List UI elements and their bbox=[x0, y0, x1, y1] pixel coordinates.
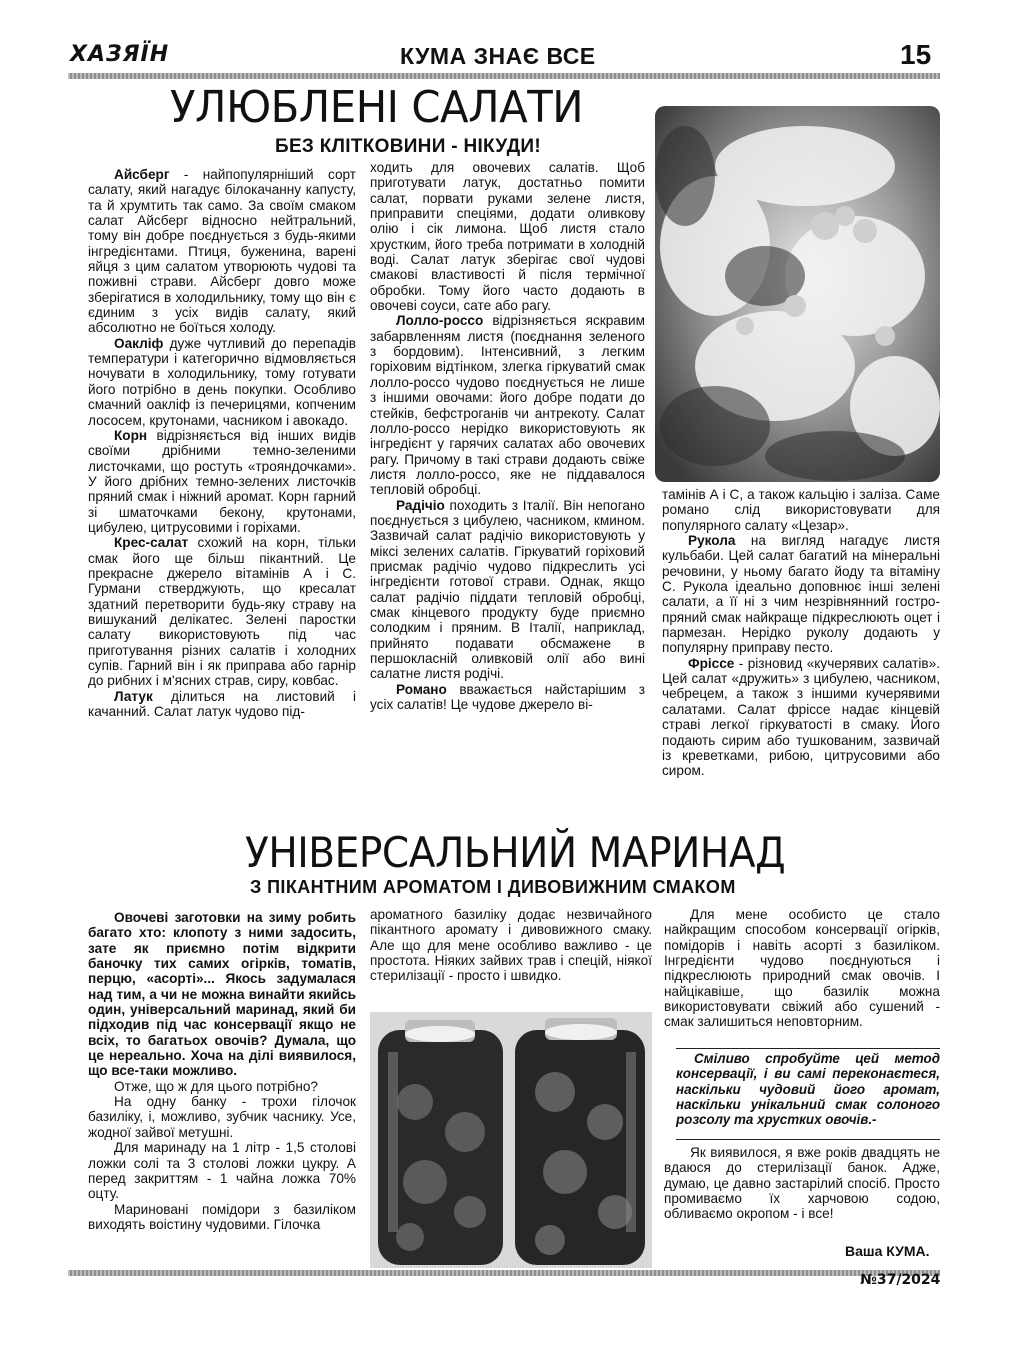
paragraph bbox=[88, 689, 356, 720]
paragraph-text: ходить для овочевих салатів. Щоб приготувати латук, достатньо помити салат, порвати руками зелене листя, приправити спеціями, додати оливкову олію і сік лимона. Щоб листя стало хрустким, його треба потримати в холодній воді. Салат латук зберігає свої чудові смакові властивості й після термічної обробки. Тому його часто додають в овочеві соуси, сате або рагу. bbox=[370, 160, 645, 314]
article-title: УНІВЕРСАЛЬНИЙ МАРИНАД bbox=[245, 828, 786, 877]
header-rule bbox=[68, 73, 940, 79]
paragraph-text: тамінів А і С, а також кальцію і заліза. Саме романо слід використовувати для популярного салату «Цезар». bbox=[662, 487, 940, 533]
page-number: 15 bbox=[900, 39, 932, 70]
lettuce-photo bbox=[655, 106, 940, 482]
paragraph-text: На одну банку - трохи гілочок базиліку, і, можливо, зубчик часнику. Усе, жодної зайвої метушні. bbox=[88, 1094, 356, 1140]
footer-rule bbox=[68, 1270, 940, 1276]
paragraph bbox=[88, 535, 356, 688]
article-column-4 bbox=[664, 1145, 940, 1222]
paragraph bbox=[88, 1140, 356, 1201]
paragraph bbox=[662, 656, 940, 779]
paragraph bbox=[662, 487, 940, 533]
article-subtitle: БЕЗ КЛІТКОВИНИ - НІКУДИ! bbox=[275, 136, 541, 157]
paragraph-text: - найпопулярніший сорт салату, який нагадує білокачанну капусту, та й хрумтить так само. За своїм смаком салат Айсберг відносно нейтральний, тому він добре поєднується з будь-якими інгредієнтами. Птиця, буженина, варені яйця з цим салатом утворюють чудові та поживні страви. Айсберг довго може зберігатися в холодильнику, тому що він є єдиним з усіх видів салату, який абсолютно не боїться холоду. bbox=[88, 167, 356, 336]
jars-photo bbox=[370, 1012, 652, 1268]
author-signature: Ваша КУМА. bbox=[845, 1243, 930, 1259]
pickle-jars-image bbox=[370, 1012, 652, 1268]
paragraph-text: відрізняється від інших видів своїми дрібними темно-зеленими листочками, що ростуть «трояндочками». У його дрібних темно-зелених листочків пряний смак і ніжний аромат. Корн гарний зі шматочками бекону, крутонами, цибулею, цитрусовими і горіхами. bbox=[88, 427, 356, 535]
article-column-2 bbox=[370, 160, 645, 712]
newspaper-brand: ХАЗЯЇН bbox=[70, 42, 170, 67]
paragraph bbox=[88, 1202, 356, 1233]
pull-quote-text: Сміливо спробуйте цей метод консервації, і ви самі переконаєтеся, наскільки чудовий його аромат, наскільки унікальний смак солоного розсолу та хрустких овочів.- bbox=[676, 1051, 940, 1128]
paragraph bbox=[370, 907, 652, 984]
paragraph bbox=[88, 167, 356, 336]
paragraph-lead: Рукола bbox=[688, 533, 736, 549]
paragraph-lead: Крес-салат bbox=[114, 535, 189, 551]
paragraph-text: Для мене особисто це стало найкращим способом консервації огірків, помідорів і навіть асорті з базиліком. Інгредієнти чудово поєднуються і підкреслюють природний смак овочів. І найцікавіше, що базилік можна використовувати свіжий або сушений - смак залишиться неповторним. bbox=[664, 907, 940, 1030]
paragraph bbox=[88, 910, 356, 1079]
paragraph-text: - різновид «кучерявих салатів». Цей салат «дружить» з цибулею, часником, чебрецем, а також з іншими кучерявими салатами. Салат фріссе надає кінцевій страві легкої гіркуватості в смаку. Його подають сирим або тушкованим, зазвичай із креветками, рибою, цитрусовими або сиром. bbox=[662, 655, 940, 779]
paragraph-text: схожий на корн, тільки смак його ще більш пікантний. Це прекрасне джерело вітамінів А і С. Гурмани стверджують, що кресалат здатний перетворити будь-яку страву на вишуканий делікатес. Зелені паростки салату використовують під час приготування різних салатів і холодних супів. Гарний він і як приправа або гарнір до рибних і м'ясних страв, сиру, ковбас. bbox=[88, 535, 356, 689]
paragraph-text: відрізняється яскравим забарвленням листя (поєднання зеленого з бордовим). Інтенсивний, з легким горіховим відтінком, злегка гіркуватий смак лолло-россо чудово поєднується не лише з іншими овочами: його добре подати до стейків, бефстроганів чи антрекоту. Салат лолло-россо нерідко використовують як інгредієнт у гарячих салатах або овочевих рагу. Причому в такі страви додають свіже листя лолло-россо, яке не піддавалося тепловій обробці. bbox=[370, 313, 645, 498]
article-column-1 bbox=[88, 167, 356, 719]
issue-number: №37/2024 bbox=[860, 1272, 941, 1288]
paragraph-lead: Латук bbox=[114, 688, 153, 704]
paragraph bbox=[88, 1079, 356, 1094]
paragraph-lead: Корн bbox=[114, 427, 148, 443]
paragraph bbox=[370, 498, 645, 682]
paragraph-text: Для маринаду на 1 літр - 1,5 столові ложки солі та 3 столові ложки цукру. А перед закриттям - 1 чайна ложка 70% оцту. bbox=[88, 1140, 356, 1202]
article-subtitle: З ПІКАНТНИМ АРОМАТОМ І ДИВОВИЖНИМ СМАКОМ bbox=[250, 877, 736, 897]
paragraph-text: дуже чутливий до перепадів температури і категорично відмовляється ночувати в холодильнику, тому готувати його потрібно в день покупки. Особливо смачний оакліф із печерицями, копченим лососем, крутонами, часником і авокадо. bbox=[88, 335, 356, 428]
paragraph bbox=[88, 336, 356, 428]
paragraph bbox=[88, 1094, 356, 1140]
paragraph-lead: Овочеві заготовки на зиму робить багато хто: клопоту з ними задосить, зате як приємно потім відкрити баночку тих самих огірків, томатів, перцю, «асорті»... Якось задумалася над тим, а чи не можна винайти якийсь один, універсальний маринад, який би підходив під час консервації якщо не всіх, то багатьох овочів? Думала, що це нереально. Хоча на ділі виявилося, що все-таки можливо. bbox=[88, 910, 356, 1079]
paragraph-text: походить з Італії. Він непогано поєднується з цибулею, часником, кмином. Зазвичай салат радічіо використовують у міксі зелених салатів. Гіркуватий горіховий присмак радічіо чудово підкреслить усі інгредієнти готової страви. Однак, якщо салат радічіо піддати тепловій обробці, смак кінцевого продукту буде приємно солодким і пряним. В Італії, наприклад, прийнято подавати обсмажене в першокласній оливковій олії або вині салатне листя родічі. bbox=[370, 497, 645, 682]
paragraph-text: ділиться на листовий і качанний. Салат латук чудово під- bbox=[88, 688, 356, 720]
article-title: УЛЮБЛЕНІ САЛАТИ bbox=[170, 82, 584, 133]
paragraph-text: вважається найстарішим з усіх салатів! Це чудове джерело ві- bbox=[370, 681, 645, 713]
article-column-1 bbox=[88, 910, 356, 1232]
paragraph bbox=[664, 1145, 940, 1222]
paragraph bbox=[370, 682, 645, 713]
article-column-2 bbox=[370, 907, 652, 984]
paragraph-text: на вигляд нагадує листя кульбаби. Цей салат багатий на мінеральні речовини, у ньому багато йоду та вітаміну С. Рукола ідеально доповнює інші зелені салати, а її ні з чим незрівнянний гостро-пряний смак найкраще підкреслюють оцет і пармезан. Нерідко руколу додають у популярну приправу песто. bbox=[662, 533, 940, 656]
section-title: КУМА ЗНАЄ ВСЕ bbox=[400, 43, 596, 69]
paragraph-text: ароматного базиліку додає незвичайного пікантного аромату і дивовижного смаку. Але що для мене особливо важливо - це простота. Ніяких зайвих трав і спецій, ніякої стерилізації - просто і швидко. bbox=[370, 907, 652, 984]
paragraph-lead: Оакліф bbox=[114, 335, 164, 351]
paragraph-lead: Романо bbox=[396, 681, 447, 697]
paragraph-text: Як виявилося, я вже років двадцять не вдаюся до стерилізації банок. Адже, думаю, це давно застарілий спосіб. Просто промиваємо їх харчовою содою, обливаємо окропом - і все! bbox=[664, 1145, 940, 1222]
paragraph-text: Мариновані помідори з базиліком виходять воістину чудовими. Гілочка bbox=[88, 1201, 356, 1232]
paragraph-lead: Лолло-россо bbox=[396, 313, 484, 329]
paragraph bbox=[88, 428, 356, 535]
article-column-3 bbox=[662, 487, 940, 779]
lettuce-image bbox=[655, 106, 940, 482]
paragraph-text: Отже, що ж для цього потрібно? bbox=[114, 1078, 318, 1094]
paragraph bbox=[370, 160, 645, 313]
article-column-3 bbox=[664, 907, 940, 1030]
paragraph-lead: Фріссе bbox=[688, 655, 735, 671]
paragraph-lead: Радічіо bbox=[396, 497, 445, 513]
paragraph bbox=[662, 533, 940, 656]
paragraph bbox=[664, 907, 940, 1030]
pull-quote bbox=[676, 1048, 940, 1140]
paragraph bbox=[370, 313, 645, 497]
paragraph-lead: Айсберг bbox=[114, 167, 170, 182]
